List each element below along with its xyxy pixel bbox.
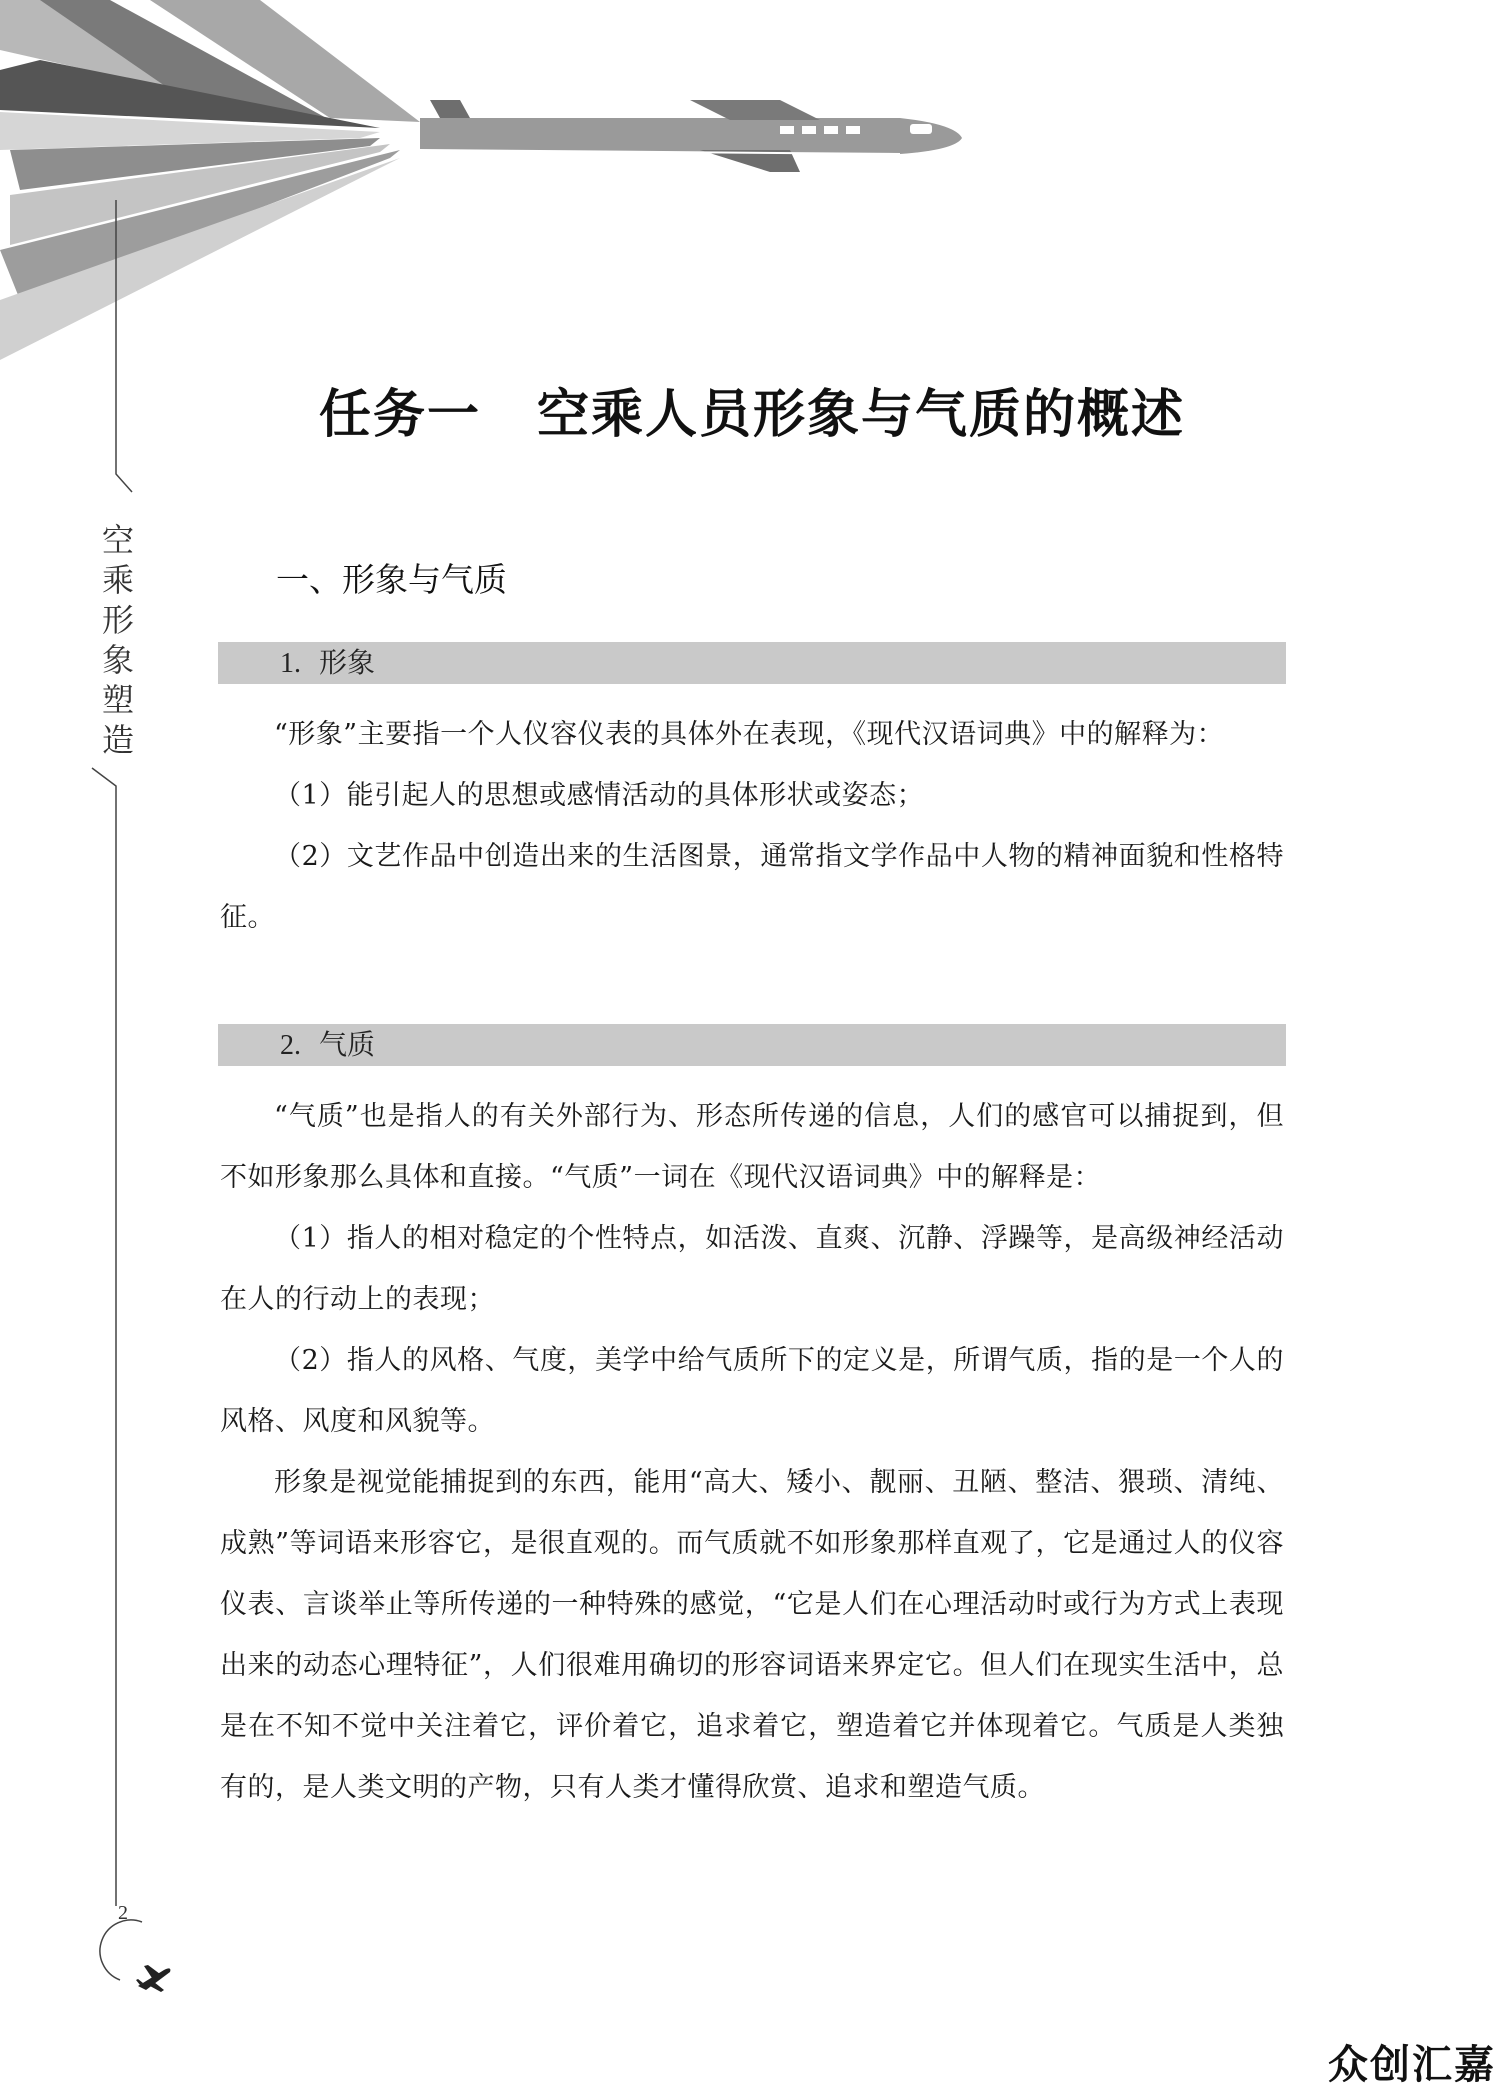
paragraph: “形象”主要指一个人仪容仪表的具体外在表现，《现代汉语词典》中的解释为： <box>274 719 1225 750</box>
subsection-2-body <box>220 1086 1284 1818</box>
subsection-number: 2. <box>280 1030 301 1061</box>
chapter-name: 空乘人员形象与气质的概述 <box>537 385 1186 445</box>
paragraph: （1）能引起人的思想或感情活动的具体形状或姿态； <box>274 780 925 811</box>
paragraph: （2）指人的风格、气度，美学中给气质所下的定义是，所谓气质，指的是一个人的风格、风度和风貌等。 <box>220 1345 1284 1437</box>
subsection-heading-1 <box>218 642 1286 684</box>
chapter-label: 任务一 <box>318 385 481 445</box>
airplane-icon <box>420 100 962 172</box>
subsection-1-body <box>220 704 1284 948</box>
book-title-vertical: 空乘形象塑造 <box>101 521 134 759</box>
paragraph: （1）指人的相对稳定的个性特点，如活泼、直爽、沉静、浮躁等，是高级神经活动在人的行动上的表现； <box>220 1223 1284 1315</box>
page-title <box>0 372 1504 447</box>
page-number: 2 <box>118 1902 128 1924</box>
small-airplane-icon <box>134 1960 174 1996</box>
watermark-logo: 众创汇嘉 <box>1328 2042 1496 2088</box>
subsection-number: 1. <box>280 648 301 679</box>
subsection-title: 形象 <box>319 646 376 679</box>
paragraph: “气质”也是指人的有关外部行为、形态所传递的信息，人们的感官可以捕捉到，但不如形象那么具体和直接。“气质”一词在《现代汉语词典》中的解释是： <box>220 1101 1284 1193</box>
section-heading: 一、形象与气质 <box>276 560 507 599</box>
left-margin-rule <box>0 0 180 2094</box>
paragraph: 形象是视觉能捕捉到的东西，能用“高大、矮小、靓丽、丑陋、整洁、猥琐、清纯、成熟”等词语来形容它，是很直观的。而气质就不如形象那样直观了，它是通过人的仪容仪表、言谈举止等所传递的一种特殊的感觉，“它是人们在心理活动时或行为方式上表现出来的动态心理特征”，人们很难用确切的形容词语来界定它。但人们在现实生活中，总是在不知不觉中关注着它，评价着它，追求着它，塑造着它并体现着它。气质是人类独有的，是人类文明的产物，只有人类才懂得欣赏、追求和塑造气质。 <box>220 1467 1284 1803</box>
subsection-heading-2 <box>218 1024 1286 1066</box>
subsection-title: 气质 <box>319 1028 376 1061</box>
paragraph: （2）文艺作品中创造出来的生活图景，通常指文学作品中人物的精神面貌和性格特征。 <box>220 841 1284 933</box>
